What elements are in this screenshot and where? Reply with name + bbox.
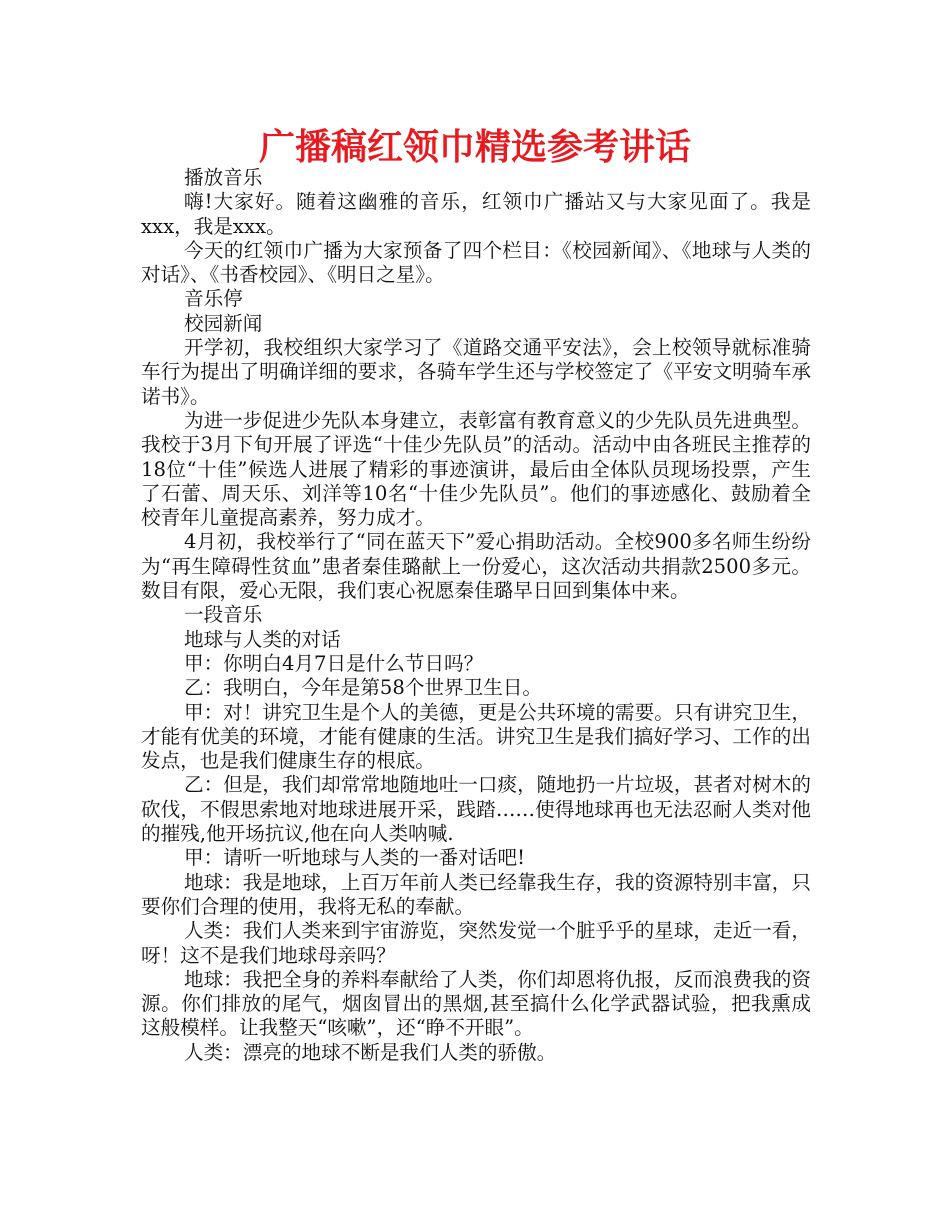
paragraph: 开学初，我校组织大家学习了《道路交通平安法》，会上校领导就标准骑车行为提出了明确详细的要求，各骑车学生还与学校签定了《平安文明骑车承诺书》。	[141, 336, 811, 408]
paragraph: 人类：我们人类来到宇宙游览，突然发觉一个脏乎乎的星球，走近一看，呀！这不是我们地球母亲吗？	[141, 919, 811, 967]
paragraph: 甲：对！讲究卫生是个人的美德，更是公共环境的需要。只有讲究卫生，才能有优美的环境，才能有健康的生活。讲究卫生是我们搞好学习、工作的出发点，也是我们健康生存的根底。	[141, 700, 811, 773]
paragraph: 为进一步促进少先队本身建立，表彰富有教育意义的少先队员先进典型。我校于3月下旬开展了评选“十佳少先队员”的活动。活动中由各班民主推荐的18位“十佳”候选人进展了精彩的事迹演讲，最后由全体队员现场投票，产生了石蕾、周天乐、刘洋等10名“十佳少先队员”。他们的事迹感化、鼓励着全校青年儿童提高素养，努力成才。	[141, 408, 811, 530]
paragraph: 嗨!大家好。随着这幽雅的音乐，红领巾广播站又与大家见面了。我是xxx，我是xxx。	[141, 190, 811, 238]
paragraph: 地球：我把全身的养料奉献给了人类，你们却恩将仇报，反而浪费我的资源。你们排放的尾气，烟囱冒出的黑烟,甚至搞什么化学武器试验，把我熏成这般模样。让我整天“咳嗽”，还“睁不开眼”。	[141, 967, 811, 1040]
paragraph: 播放音乐	[184, 166, 263, 189]
paragraph: 音乐停	[184, 287, 243, 311]
paragraph: 乙：我明白，今年是第58个世界卫生日。	[184, 676, 543, 700]
paragraph: 今天的红领巾广播为大家预备了四个栏目：《校园新闻》、《地球与人类的对话》、《书香校园》、《明日之星》。	[141, 238, 811, 287]
paragraph: 一段音乐	[184, 603, 263, 627]
document-title: 广播稿红领巾精选参考讲话	[258, 127, 691, 168]
paragraph: 乙：但是，我们却常常地随地吐一口痰，随地扔一片垃圾，甚者对树木的砍伐，不假思索地对地球进展开采，践踏……使得地球再也无法忍耐人类对他的摧残,他开场抗议,他在向人类呐喊.	[141, 773, 811, 846]
paragraph: 地球：我是地球，上百万年前人类已经靠我生存，我的资源特别丰富，只要你们合理的使用，我将无私的奉献。	[141, 870, 811, 918]
paragraph: 地球与人类的对话	[184, 627, 341, 651]
paragraph: 4月初，我校举行了“同在蓝天下”爱心捐助活动。全校900多名师生纷纷为“再生障碍性贫血”患者秦佳璐献上一份爱心，这次活动共捐款2500多元。数目有限，爱心无限，我们衷心祝愿秦佳璐早日回到集体中来。	[141, 530, 811, 603]
paragraph: 校园新闻	[184, 311, 263, 335]
paragraph: 人类：漂亮的地球不断是我们人类的骄傲。	[184, 1040, 557, 1064]
paragraph: 甲：请听一听地球与人类的一番对话吧!	[184, 846, 525, 870]
document-body	[141, 166, 811, 1065]
paragraph: 甲：你明白4月7日是什么节日吗？	[184, 651, 484, 675]
